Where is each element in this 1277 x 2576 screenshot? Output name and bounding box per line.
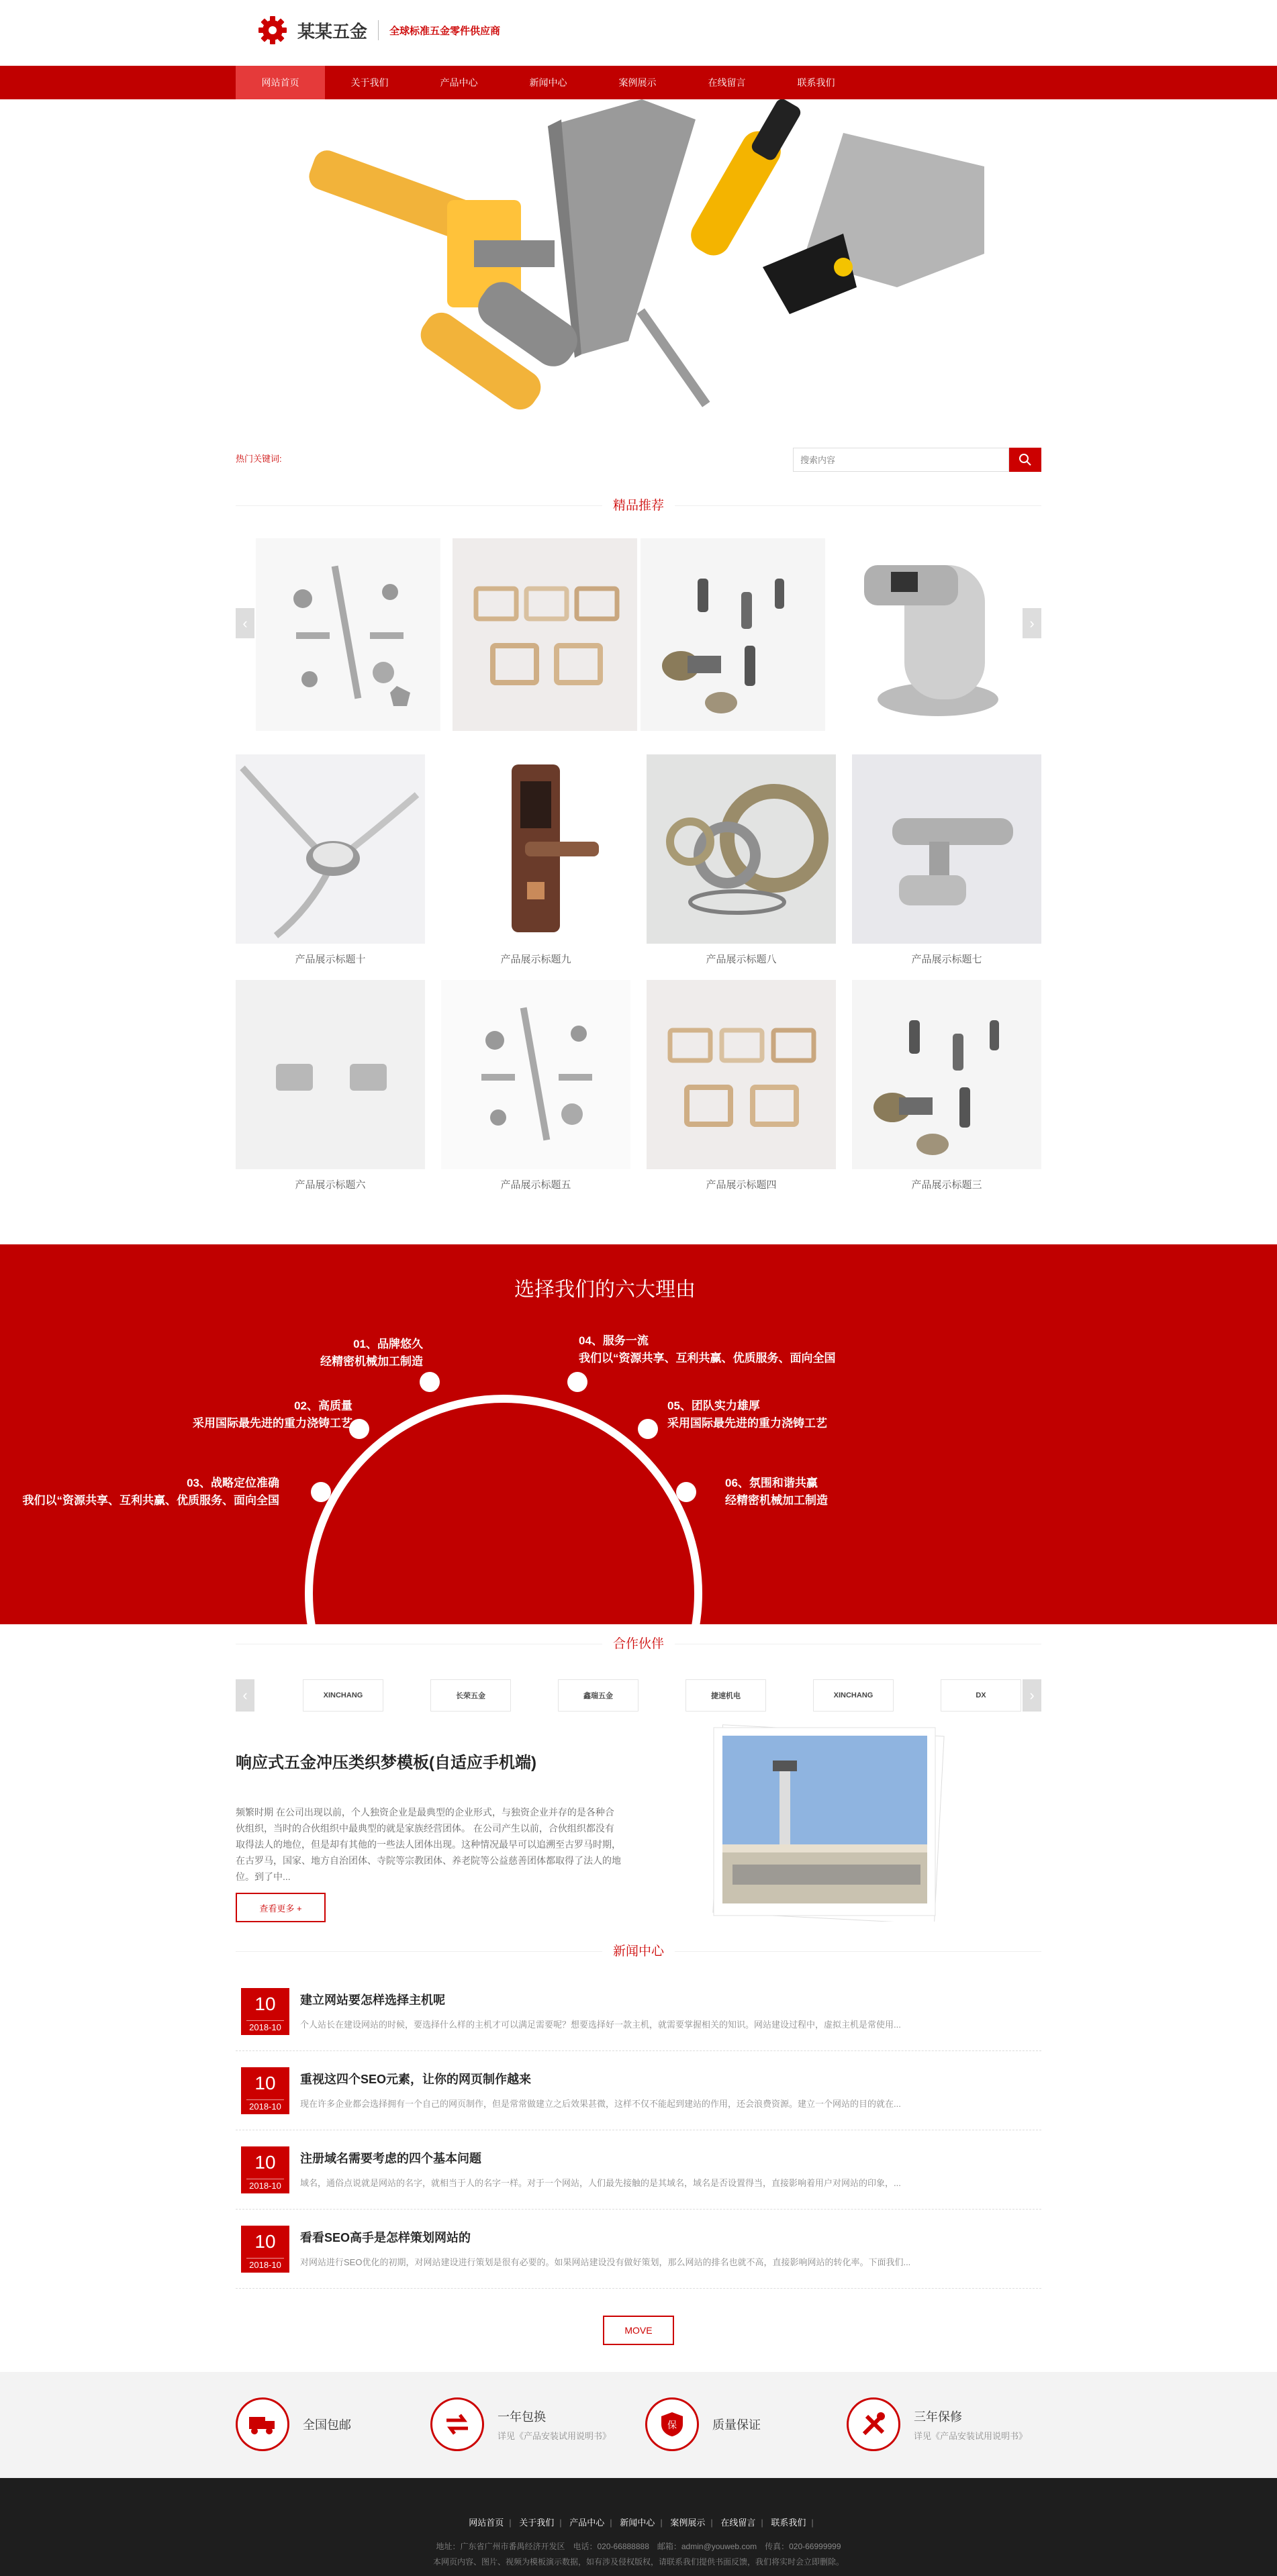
footer-link-contact[interactable]: 联系我们	[771, 2518, 806, 2528]
partner-logo[interactable]: XINCHANG	[303, 1679, 383, 1712]
tools-icon	[847, 2397, 900, 2451]
news-list	[236, 1981, 1041, 2289]
hot-keywords-label: 热门关键词:	[236, 454, 282, 464]
reason-desc: 采用国际最先进的重力浇铸工艺	[667, 1417, 827, 1430]
nav-item-about[interactable]: 关于我们	[350, 77, 389, 88]
door-stopper-product-image	[837, 538, 1022, 731]
footer-nav: 网站首页 | 关于我们 | 产品中心 | 新闻中心 | 案例展示 | 在线留言 | 联系我们 |	[469, 2518, 814, 2528]
reasons-title: 选择我们的六大理由	[514, 1279, 696, 1301]
partner-logo[interactable]: XINCHANG	[813, 1679, 894, 1712]
service-subtitle: 详见《产品安装试用说明书》	[914, 2430, 1028, 2441]
product-row	[236, 980, 1041, 1205]
buckles-image	[647, 980, 836, 1169]
news-date	[241, 1988, 289, 2035]
t-handle-image	[852, 754, 1041, 944]
product-title: 产品展示标题五	[500, 1179, 571, 1191]
service-title: 一年包换	[498, 2410, 546, 2424]
product-row	[236, 754, 1041, 980]
news-item[interactable]	[236, 1981, 1041, 2051]
about-section	[236, 1717, 1041, 1932]
screws-product-image	[256, 538, 440, 731]
chevron-left-icon: ‹	[242, 1687, 248, 1703]
reason-title: 03、战略定位准确	[187, 1477, 279, 1489]
product-card[interactable]	[441, 754, 630, 980]
news-year-month: 2018-10	[249, 2101, 281, 2112]
footer-link-news[interactable]: 新闻中心	[620, 2518, 655, 2528]
partners-prev-button[interactable]	[236, 1679, 254, 1712]
buckles-product-image	[453, 538, 637, 731]
footer-link-products[interactable]: 产品中心	[569, 2518, 605, 2528]
news-year-month: 2018-10	[249, 2022, 281, 2032]
nav-item-news[interactable]: 新闻中心	[529, 77, 567, 88]
partners-section	[236, 1624, 1041, 1717]
news-section-title	[236, 1932, 1041, 1972]
news-day: 10	[246, 2067, 284, 2100]
news-headline[interactable]: 建立网站要怎样选择主机呢	[300, 1993, 445, 2007]
service-item	[236, 2397, 351, 2451]
search-icon	[1019, 453, 1032, 466]
search-input[interactable]	[793, 448, 1009, 472]
product-card[interactable]	[647, 980, 836, 1205]
footer-contact-info: 地址：广东省广州市番禺经济开发区 电话：020-66888888 邮箱：admin@youweb.com 传真：020-66999999	[436, 2542, 841, 2551]
search-box	[793, 448, 1041, 472]
news-summary: 对网站进行SEO优化的初期，对网站建设进行策划是很有必要的。如果网站建设没有做好策划，那么网站的排名也就不高，直接影响网站的转化率。下面我们...	[300, 2257, 911, 2267]
product-card[interactable]	[236, 754, 425, 980]
exchange-icon	[430, 2397, 484, 2451]
about-body: 频繁时期 在公司出现以前，个人独资企业是最典型的企业形式，与独资企业并存的是各种合伙组织，当时的合伙组织中最典型的就是家族经营团体。 在公司产生以前，合伙组织都没有取得法人的地位，但是却有其他的一些法人团体出现。这种情况最早可以追溯至古罗马时期，在古罗马，国家、地方自治团体、寺院等宗教团体、养老院等公益慈善团体都取得了法人的地位。到了中...	[236, 1807, 621, 1882]
search-bar	[236, 434, 1041, 486]
reason-title: 05、团队实力雄厚	[667, 1399, 760, 1412]
reason-desc: 我们以“资源共享、互利共赢、优质服务、面向全国	[579, 1352, 836, 1365]
product-title: 产品展示标题七	[911, 954, 982, 965]
about-more-button[interactable]: 查看更多 +	[236, 1893, 326, 1922]
nav-item-message[interactable]: 在线留言	[708, 77, 746, 88]
service-title: 全国包邮	[303, 2418, 351, 2432]
reason-item	[725, 1475, 828, 1509]
news-year-month: 2018-10	[249, 2181, 281, 2191]
site-slogan: 全球标准五金零件供应商	[389, 25, 501, 37]
reason-item	[320, 1336, 423, 1371]
chevron-left-icon: ‹	[242, 614, 248, 632]
carousel-next-button[interactable]	[1023, 608, 1041, 638]
news-date	[241, 2067, 289, 2114]
carousel-prev-button[interactable]	[236, 608, 254, 638]
six-reasons-section	[0, 1244, 1277, 1624]
chevron-right-icon: ›	[1029, 614, 1035, 632]
svg-text:保: 保	[667, 2420, 677, 2431]
product-card[interactable]	[236, 980, 425, 1205]
service-subtitle: 详见《产品安装试用说明书》	[498, 2430, 612, 2441]
product-card[interactable]	[647, 754, 836, 980]
airport-tower-image	[706, 1724, 947, 1922]
site-footer	[0, 2478, 1277, 2576]
footer-link-home[interactable]: 网站首页	[469, 2518, 504, 2528]
nav-item-cases[interactable]: 案例展示	[618, 77, 657, 88]
reason-title: 02、高质量	[294, 1399, 352, 1412]
carousel-item[interactable]	[256, 538, 440, 731]
news-headline[interactable]: 注册域名需要考虑的四个基本问题	[300, 2152, 481, 2165]
clamps-image	[236, 980, 425, 1169]
partner-logo[interactable]: 捷速机电	[685, 1679, 766, 1712]
gear-logo-icon	[257, 15, 288, 46]
product-card[interactable]	[441, 980, 630, 1205]
search-button[interactable]	[1009, 448, 1041, 472]
reason-desc: 采用国际最先进的重力浇铸工艺	[193, 1417, 352, 1430]
product-title: 产品展示标题四	[706, 1179, 777, 1191]
nav-item-home[interactable]: 网站首页	[236, 66, 325, 99]
partner-logo[interactable]: 鑫瑞五金	[558, 1679, 638, 1712]
chevron-right-icon: ›	[1029, 1687, 1035, 1703]
product-title: 产品展示标题九	[500, 954, 571, 965]
service-item	[430, 2397, 611, 2451]
carousel-item[interactable]	[837, 538, 1022, 731]
product-grid	[236, 731, 1041, 1205]
product-title: 产品展示标题六	[295, 1179, 366, 1191]
service-title: 三年保修	[914, 2410, 962, 2424]
nav-list	[236, 66, 1041, 99]
service-item	[847, 2397, 1027, 2451]
product-title: 产品展示标题八	[706, 954, 777, 965]
news-more-button[interactable]: MOVE	[603, 2316, 674, 2345]
service-title: 质量保证	[712, 2418, 761, 2432]
product-title: 产品展示标题三	[911, 1179, 982, 1191]
product-title: 产品展示标题十	[295, 954, 366, 965]
rivets-product-image	[641, 538, 825, 731]
news-item[interactable]	[236, 2140, 1041, 2210]
carousel-item[interactable]	[453, 538, 637, 731]
main-nav	[0, 66, 1277, 99]
product-card[interactable]	[852, 754, 1041, 980]
news-date	[241, 2226, 289, 2273]
news-date	[241, 2146, 289, 2193]
featured-section-title	[236, 486, 1041, 526]
about-photo[interactable]	[706, 1724, 947, 1922]
reason-desc: 我们以“资源共享、互利共赢、优质服务、面向全国	[22, 1494, 279, 1507]
news-headline[interactable]: 重视这四个SEO元素，让你的网页制作越来	[300, 2073, 532, 2086]
reason-item	[579, 1332, 836, 1367]
partners-next-button[interactable]	[1023, 1679, 1041, 1712]
footer-link-cases[interactable]: 案例展示	[670, 2518, 706, 2528]
reason-title: 04、服务一流	[579, 1334, 649, 1347]
bearings-image	[647, 754, 836, 944]
featured-carousel	[236, 526, 1041, 731]
news-summary: 域名，通俗点说就是网站的名字，就相当于人的名字一样。对于一个网站，人们最先接触的是其域名，域名是否设置得当，直接影响着用户对网站的印象，...	[300, 2178, 901, 2188]
reason-desc: 经精密机械加工制造	[725, 1494, 828, 1507]
reason-title: 01、品牌悠久	[353, 1338, 423, 1350]
partners-title: 合作伙伴	[602, 1637, 675, 1651]
news-year-month: 2018-10	[249, 2260, 281, 2270]
product-card[interactable]	[852, 980, 1041, 1205]
hero-banner[interactable]	[0, 99, 1277, 434]
news-item[interactable]	[236, 2061, 1041, 2130]
partners-carousel	[236, 1679, 1041, 1712]
news-day: 10	[246, 2226, 284, 2259]
news-item[interactable]	[236, 2219, 1041, 2289]
truck-icon	[236, 2397, 289, 2451]
partner-logo[interactable]: 长荣五金	[430, 1679, 511, 1712]
reason-item	[23, 1475, 280, 1509]
news-title: 新闻中心	[602, 1944, 675, 1959]
footer-link-about[interactable]: 关于我们	[519, 2518, 555, 2528]
news-day: 10	[246, 1988, 284, 2021]
shield-icon	[645, 2397, 699, 2451]
about-title: 响应式五金冲压类织梦模板(自适应手机端)	[236, 1754, 536, 1772]
partner-logo[interactable]: DX	[941, 1679, 1021, 1712]
site-header	[0, 0, 1277, 66]
caster-base-image	[236, 754, 425, 944]
carousel-item[interactable]	[641, 538, 825, 731]
service-item	[645, 2397, 761, 2451]
door-lock-image	[441, 754, 630, 944]
nav-item-products[interactable]: 产品中心	[440, 77, 478, 88]
logo[interactable]	[257, 15, 500, 46]
reason-item	[667, 1397, 827, 1432]
tools-banner-image	[293, 99, 984, 434]
nav-item-contact[interactable]: 联系我们	[797, 77, 835, 88]
screws-image	[441, 980, 630, 1169]
reason-title: 06、氛围和谐共赢	[725, 1477, 818, 1489]
news-headline[interactable]: 看看SEO高手是怎样策划网站的	[300, 2231, 471, 2244]
services-bar	[0, 2372, 1277, 2478]
footer-link-message[interactable]: 在线留言	[720, 2518, 756, 2528]
featured-title: 精品推荐	[602, 499, 675, 513]
footer-copyright: 本网页内容、图片、视频为模板演示数据，如有涉及侵权版权，请联系我们提供书面反馈，我们将实时会立即删除。	[432, 2557, 844, 2567]
news-summary: 个人站长在建设网站的时候，要选择什么样的主机才可以满足需要呢？想要选择好一款主机，就需要掌握相关的知识。网站建设过程中，虚拟主机是常使用...	[300, 2020, 901, 2030]
reason-desc: 经精密机械加工制造	[320, 1355, 423, 1368]
reason-item	[193, 1397, 352, 1432]
logo-divider	[378, 20, 379, 40]
rivets-image	[852, 980, 1041, 1169]
news-section	[236, 1932, 1041, 2345]
news-day: 10	[246, 2146, 284, 2179]
news-summary: 现在许多企业都会选择拥有一个自己的网页制作，但是常常做建立之后效果甚微，这样不仅不能起到建站的作用，还会浪费资源。建立一个网站的目的就在...	[300, 2099, 901, 2109]
partners-section-title	[236, 1624, 1041, 1665]
site-name: 某某五金	[297, 21, 368, 42]
